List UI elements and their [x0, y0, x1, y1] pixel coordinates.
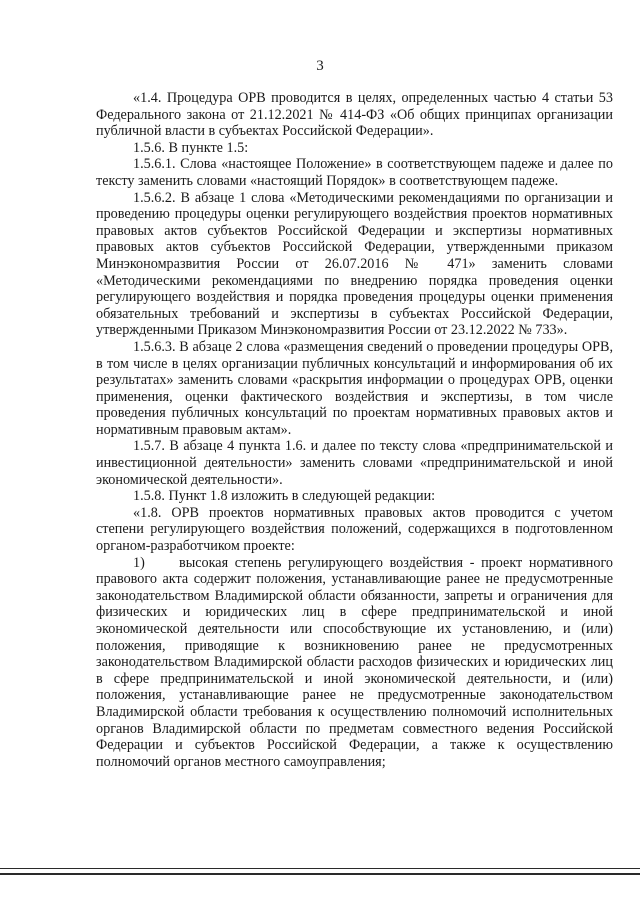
paragraph-1-8: «1.8. ОРВ проектов нормативных правовых актов проводится с учетом степени регулирующего воздействия положений, содержащихся в подготовленном органом-разработчиком проекте: — [96, 504, 613, 555]
paragraph-1-5-6-3: 1.5.6.3. В абзаце 2 слова «размещения сведений о проведении процедуры ОРВ, в том числе в целях организации публичных консультаций и информирования об их результатах» заменить словами «раскрытия информации о процедурах ОРВ, оценки применения, оценки фактического воздействия и экспертизы, в том числе проведения публичных консультаций по проектам нормативных правовых актов и нормативным правовым актам». — [96, 338, 613, 438]
footer-rule — [0, 868, 640, 869]
paragraph-1-5-6: 1.5.6. В пункте 1.5: — [133, 139, 249, 156]
footer-rule-bold — [0, 873, 640, 875]
list-item-number: 1) — [133, 554, 145, 571]
paragraph-1-5-8: 1.5.8. Пункт 1.8 изложить в следующей редакции: — [133, 488, 436, 505]
document-body — [96, 90, 613, 770]
page-number: 3 — [316, 58, 324, 74]
paragraph-1-4: «1.4. Процедура ОРВ проводится в целях, определенных частью 4 статьи 53 Федерального закона от 21.12.2021 № 414-ФЗ «Об общих принципах организации публичной власти в субъектах Российской Федерации». — [96, 90, 613, 140]
list-item-text: высокая степень регулирующего воздействия - проект нормативного правового акта содержит положения, устанавливающие ранее не предусмотренные законодательством Владимирской области обязанности, запреты и ограничения для физических и юридических лиц в сфере предпринимательской и иной экономической деятельности или способствующие их установлению, и (или) положения, приводящие к возникновению ранее не предусмотренных законодательством Владимирской области расходов физических и юридических лиц в сфере предпринимательской и иной экономической деятельности, и (или) положения, устанавливающие ранее не предусмотренные законодательством Владимирской области требования к осуществлению полномочий исполнительных органов Владимирской области по предметам совместного ведения Российской Федерации и субъектов Российской Федерации, а также к осуществлению полномочий органов местного самоуправления; — [96, 554, 613, 770]
list-item-1 — [96, 555, 613, 771]
paragraph-1-5-6-1: 1.5.6.1. Слова «настоящее Положение» в соответствующем падеже и далее по тексту заменить словами «настоящий Порядок» в соответствующем падеже. — [96, 156, 613, 189]
paragraph-1-5-7: 1.5.7. В абзаце 4 пункта 1.6. и далее по тексту слова «предпринимательской и инвестиционной деятельности» заменить словами «предпринимательской и иной экономической деятельности». — [96, 438, 613, 488]
paragraph-1-5-6-2: 1.5.6.2. В абзаце 1 слова «Методическими рекомендациями по организации и проведению процедуры оценки регулирующего воздействия проектов нормативных правовых актов субъектов Российской Федерации и экспертизы нормативных правовых актов субъектов Российской Федерации, утвержденными приказом Минэкономразвития России от 26.07.2016 № 471» заменить словами «Методическими рекомендациями по внедрению порядка проведения оценки регулирующего воздействия и порядка проведения процедуры оценки применения обязательных требований и экспертизы в субъектах Российской Федерации, утвержденными Приказом Минэкономразвития России от 23.12.2022 № 733». — [96, 189, 613, 339]
